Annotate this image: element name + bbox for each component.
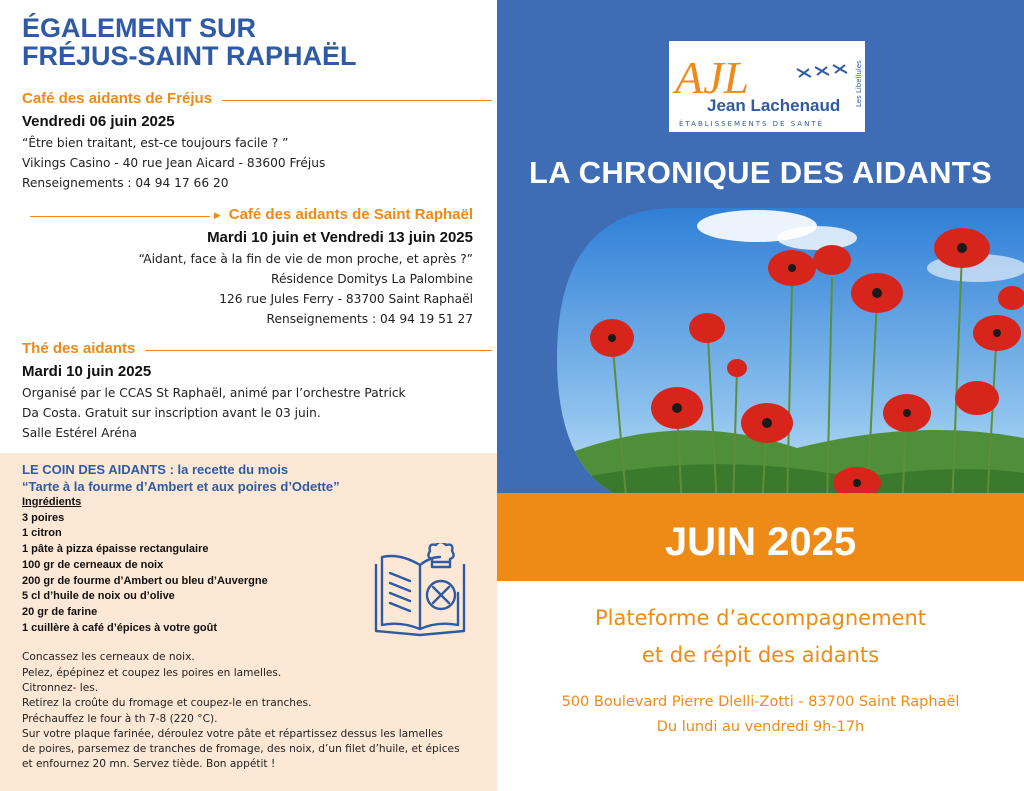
ingredient-item: 1 pâte à pizza épaisse rectangulaire xyxy=(22,543,209,556)
ingredient-item: 20 gr de farine xyxy=(22,605,98,618)
address: 500 Boulevard Pierre Dlelli-Zotti - 83700 Saint Raphaël xyxy=(561,694,960,710)
event-saint-raphael xyxy=(0,206,473,329)
event-date: Vendredi 06 juin 2025 xyxy=(22,113,175,130)
logo-subtitle: ÉTABLISSEMENTS DE SANTÉ xyxy=(679,120,824,128)
event-frejus xyxy=(22,90,492,193)
recipe-step: Concassez les cerneaux de noix. xyxy=(22,651,195,664)
event-line: Renseignements : 04 94 19 51 27 xyxy=(266,312,473,326)
heading-line-2: FRÉJUS-SAINT RAPHAËL xyxy=(22,41,357,71)
divider xyxy=(222,100,492,101)
event-line: “Aidant, face à la fin de vie de mon proche, et après ?” xyxy=(138,252,473,266)
ingredient-item: 3 poires xyxy=(22,511,65,524)
recipe-heading: LE COIN DES AIDANTS : la recette du mois xyxy=(22,462,289,477)
event-line: Salle Estérel Aréna xyxy=(22,426,137,440)
platform-name xyxy=(497,600,1024,674)
event-title: Café des aidants de Fréjus xyxy=(22,90,213,107)
newsletter-title: LA CHRONIQUE DES AIDANTS xyxy=(528,155,993,190)
event-date: Mardi 10 juin 2025 xyxy=(22,363,152,380)
platform-line-1: Plateforme d’accompagnement xyxy=(594,606,927,630)
event-line: Résidence Domitys La Palombine xyxy=(271,272,473,286)
divider xyxy=(145,350,492,351)
recipe-subtitle: “Tarte à la fourme d’Ambert et aux poires d’Odette” xyxy=(22,479,340,494)
event-line: Organisé par le CCAS St Raphaël, animé par l’orchestre Patrick xyxy=(22,386,406,400)
page-heading xyxy=(22,14,442,70)
logo-tagline: Les Libellules xyxy=(855,60,863,107)
recipe-step: Pelez, épépinez et coupez les poires en lamelles. xyxy=(22,666,282,679)
cookbook-chef-hat-icon xyxy=(370,543,470,638)
divider xyxy=(30,216,210,217)
event-the-des-aidants xyxy=(22,340,492,443)
event-title: Thé des aidants xyxy=(22,340,136,357)
recipe-steps xyxy=(22,650,482,772)
recipe-box xyxy=(0,453,497,791)
ingredient-item: 1 citron xyxy=(22,527,62,540)
recipe-step: Préchauffez le four à th 7-8 (220 °C). xyxy=(22,712,218,725)
platform-line-2: et de répit des aidants xyxy=(641,643,880,667)
event-title: Café des aidants de Saint Raphaël xyxy=(228,206,473,223)
ingredient-item: 1 cuillère à café d’épices à votre goût xyxy=(22,621,218,634)
event-line: Vikings Casino - 40 rue Jean Aicard - 83600 Fréjus xyxy=(22,156,326,170)
heading-line-1: ÉGALEMENT SUR xyxy=(22,13,257,43)
event-line: Da Costa. Gratuit sur inscription avant le 03 juin. xyxy=(22,406,321,420)
recipe-step: et enfournez 20 mn. Servez tiède. Bon appétit ! xyxy=(22,758,276,771)
ingredient-item: 5 cl d’huile de noix ou d’olive xyxy=(22,590,175,603)
contact-info xyxy=(497,690,1024,740)
event-line: 126 rue Jules Ferry - 83700 Saint Raphaël xyxy=(219,292,473,306)
ingredient-item: 200 gr de fourme d’Ambert ou bleu d’Auvergne xyxy=(22,574,268,587)
dragonflies-icon xyxy=(797,65,847,77)
poppy-field-photo xyxy=(557,208,1024,508)
logo-mark xyxy=(669,41,865,132)
ingredients-label: Ingrédients xyxy=(22,496,82,508)
recipe-step: de poires, parsemez de tranches de fromage, des noix, d’un filet d’huile, et épices xyxy=(22,743,460,756)
recipe-step: Retirez la croûte du fromage et coupez-le en tranches. xyxy=(22,697,312,710)
logo xyxy=(669,41,865,132)
recipe-step: Citronnez- les. xyxy=(22,681,99,694)
event-date: Mardi 10 juin et Vendredi 13 juin 2025 xyxy=(207,229,473,246)
logo-name: Jean Lachenaud xyxy=(707,96,841,115)
logo-monogram: AJL xyxy=(675,52,750,103)
opening-hours: Du lundi au vendredi 9h-17h xyxy=(656,719,865,735)
arrow-right-icon: ▶ xyxy=(213,211,221,221)
month-title: JUIN 2025 xyxy=(664,520,857,564)
ingredient-item: 100 gr de cerneaux de noix xyxy=(22,558,164,571)
event-line: “Être bien traitant, est-ce toujours facile ? ” xyxy=(22,136,289,150)
recipe-step: Sur votre plaque farinée, déroulez votre pâte et répartissez dessus les lamelles xyxy=(22,727,443,740)
event-line: Renseignements : 04 94 17 66 20 xyxy=(22,176,229,190)
